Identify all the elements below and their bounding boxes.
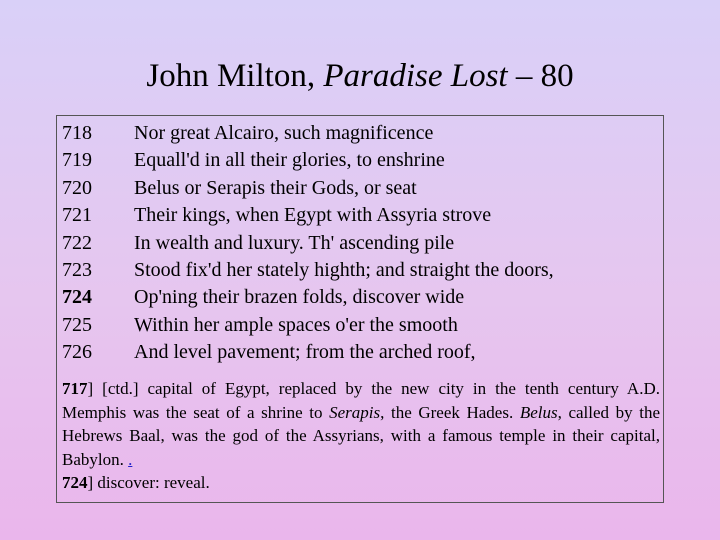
footnote-text: ] [ctd.] capital of Egypt, replaced by the new city in the tenth century A.D. Memphis was the seat of a shrine to — [62, 379, 660, 422]
line-text: Nor great Alcairo, such magnificence — [134, 122, 434, 144]
line-number: 724 — [62, 286, 92, 309]
slide-title — [0, 56, 720, 96]
line-text: Belus or Serapis their Gods, or seat — [134, 176, 417, 199]
poem-line — [62, 230, 662, 257]
poem-line — [62, 120, 662, 147]
text-box — [56, 115, 664, 503]
footnote-ref: 724 — [62, 473, 88, 492]
footnote-term-belus: Belus — [519, 402, 558, 422]
footnotes — [62, 377, 660, 495]
line-number: 725 — [62, 313, 92, 336]
line-number: 726 — [62, 341, 92, 364]
line-text: Their kings, when Egypt with Assyria strove — [134, 204, 492, 227]
footnote-724 — [62, 471, 660, 495]
poem-line — [62, 175, 662, 202]
title-suffix: – 80 — [507, 58, 574, 94]
line-number: 719 — [62, 149, 92, 172]
footnote-text: ] discover: reveal. — [87, 473, 210, 492]
poem-line — [62, 339, 662, 366]
footnote-text: , the Greek Hades. — [380, 402, 520, 422]
line-text: Within her ample spaces o'er the smooth — [134, 313, 458, 336]
poem-lines — [62, 120, 662, 367]
line-text: And level pavement; from the arched roof, — [134, 341, 476, 364]
footnote-717 — [62, 377, 660, 471]
title-work: Paradise Lost — [323, 58, 508, 94]
line-text: Equall'd in all their glories, to enshrine — [134, 149, 445, 172]
line-text: Stood fix'd her stately highth; and straight the doors, — [134, 259, 554, 282]
poem-line — [62, 147, 662, 174]
line-number: 718 — [62, 122, 92, 144]
poem-line — [62, 202, 662, 229]
title-author: John Milton, — [146, 58, 324, 94]
footnote-link[interactable]: . — [128, 449, 133, 469]
footnote-text: , called by the Hebrews Baal, was the god of the Assyrians, with a famous temple in their capital, Babylon. — [62, 402, 661, 469]
poem-line — [62, 257, 662, 284]
poem-line — [62, 284, 662, 311]
line-text: Op'ning their brazen folds, discover wide — [134, 286, 465, 309]
footnote-ref: 717 — [62, 379, 88, 398]
line-number: 722 — [62, 231, 92, 254]
poem-line — [62, 312, 662, 339]
footnote-term-serapis: Serapis — [329, 402, 381, 422]
line-number: 721 — [62, 204, 92, 227]
line-text: In wealth and luxury. Th' ascending pile — [134, 231, 455, 254]
line-number: 720 — [62, 176, 92, 199]
line-number: 723 — [62, 259, 92, 282]
